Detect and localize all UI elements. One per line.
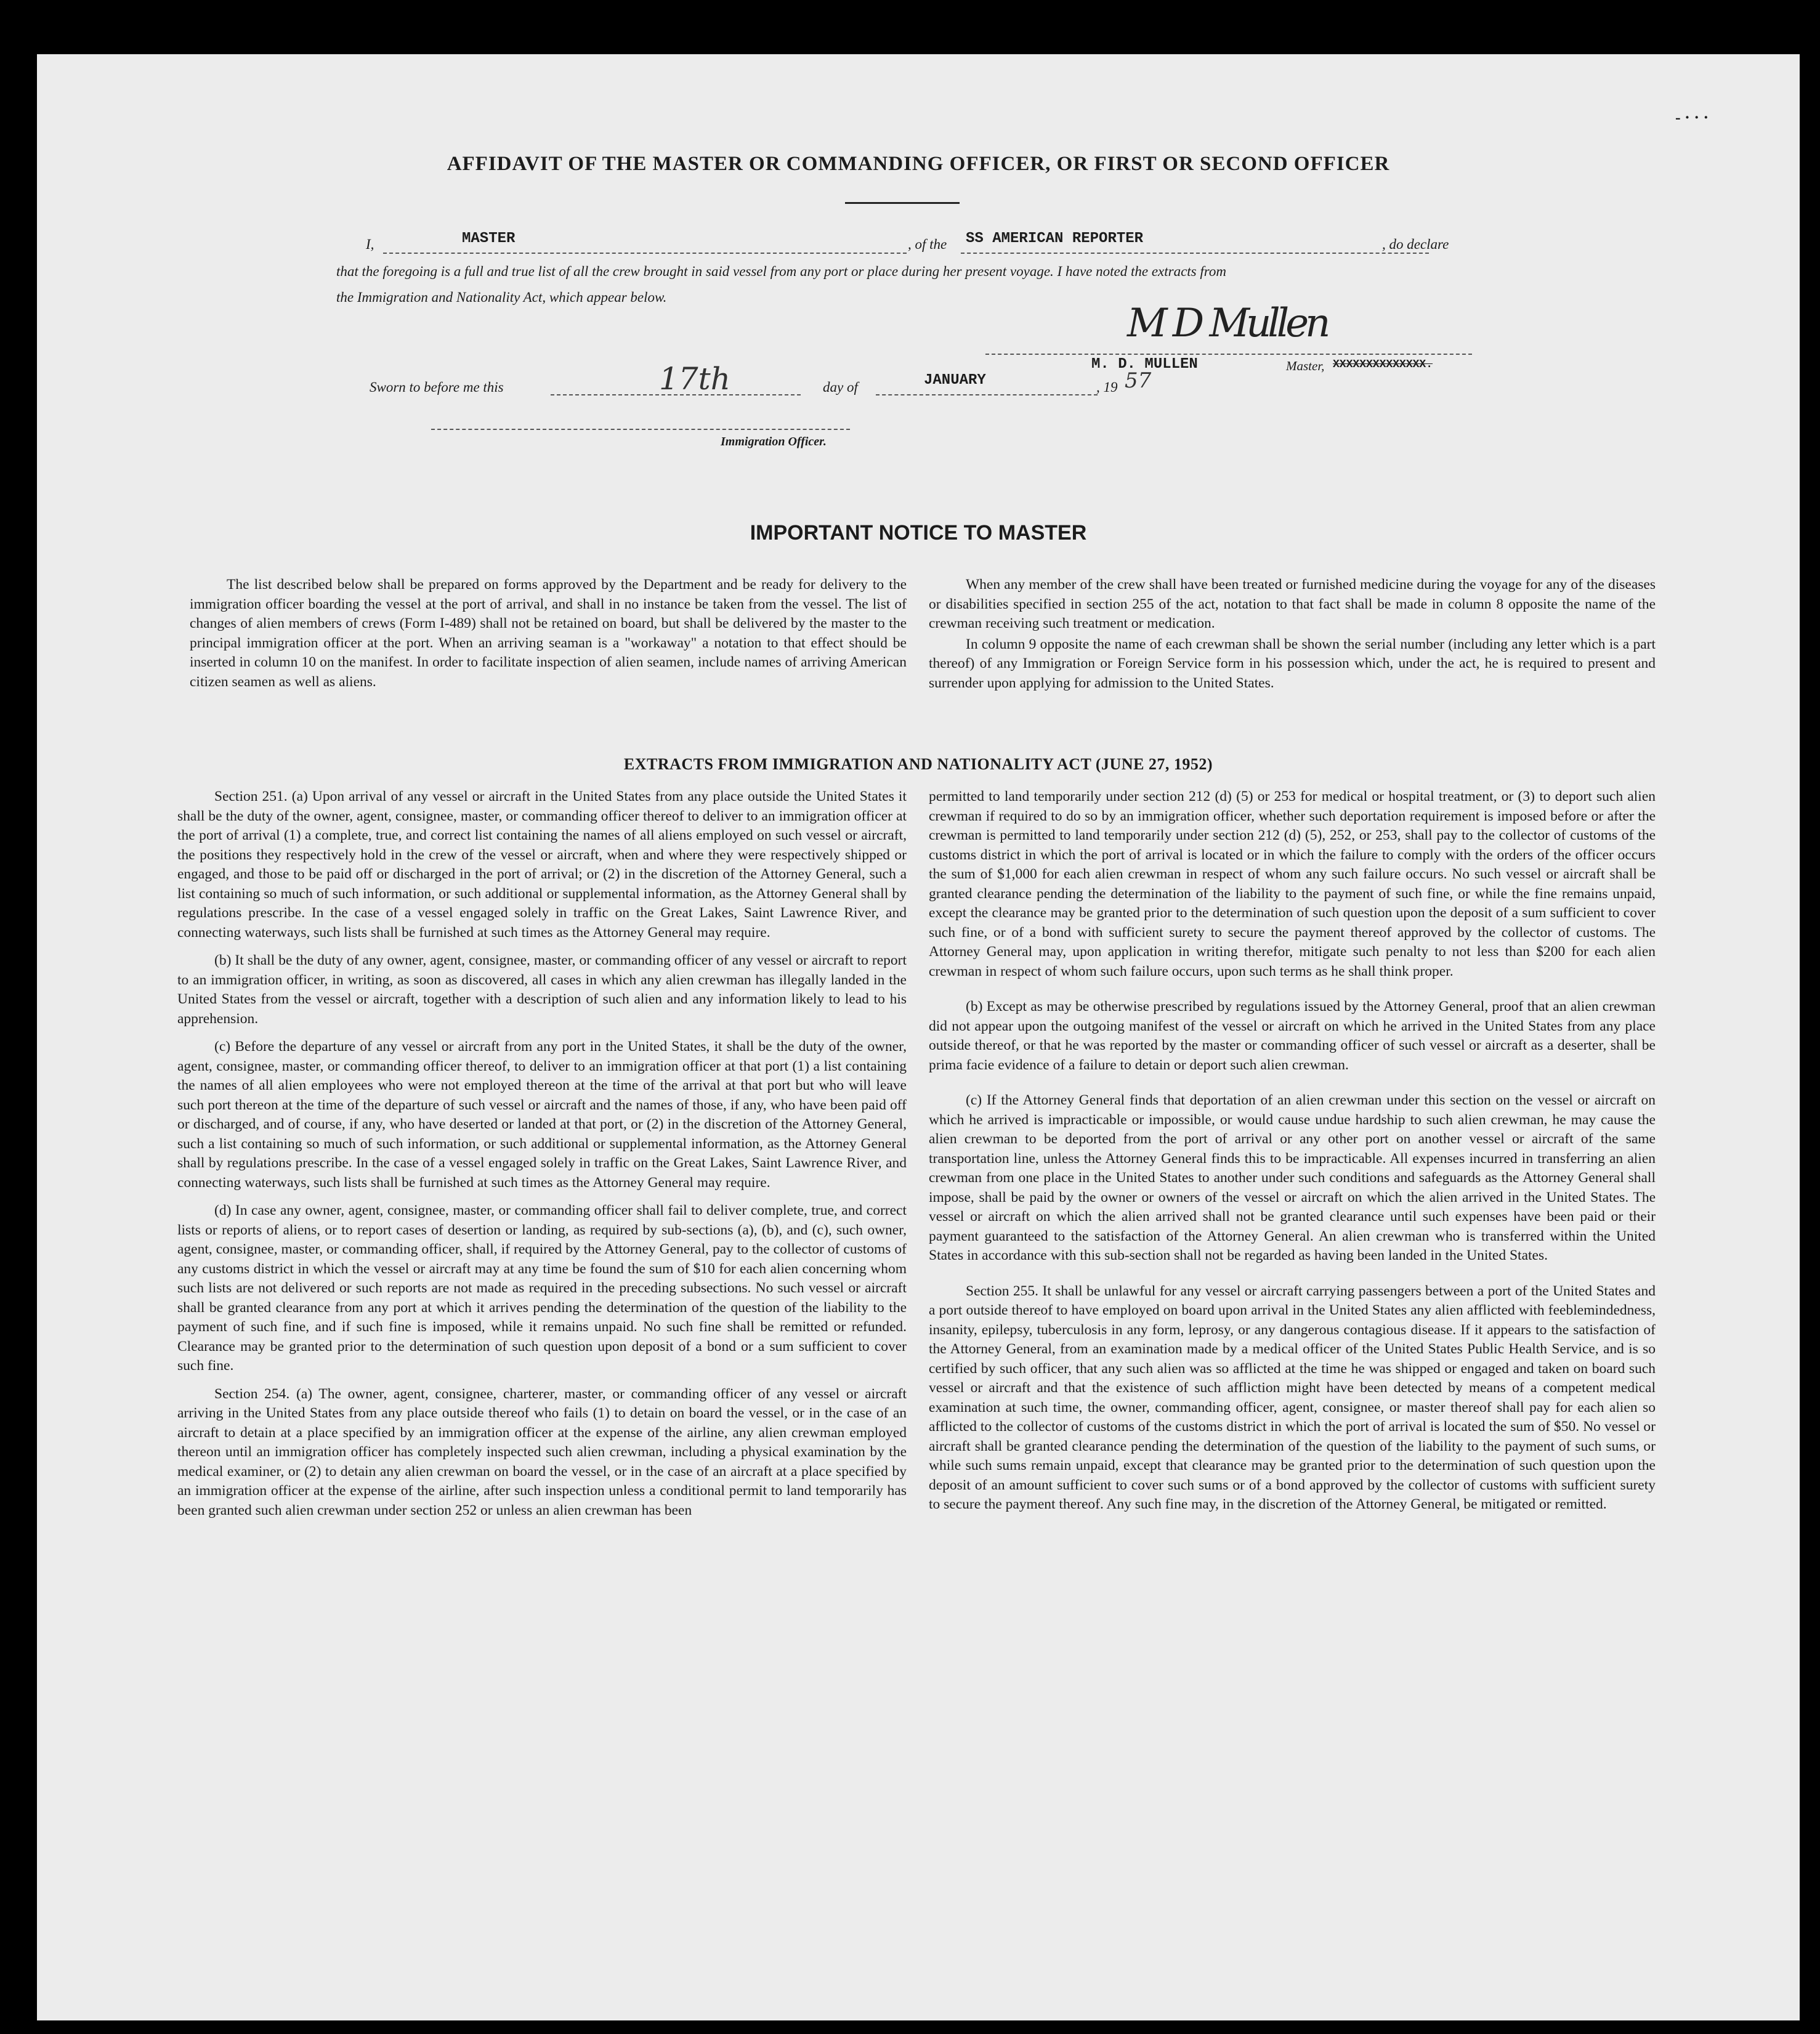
notice-right-column [929, 575, 1656, 702]
notice-right-paragraph-2: In column 9 opposite the name of each crewman shall be shown the serial number (including any letter which is a part thereof) of any Immigration or Foreign Service form in his possession which, under the act, he is required to present and surrender upon applying for admission to the United States. [929, 636, 1656, 691]
declaration-prefix: I, [366, 237, 374, 252]
month-field-line [876, 394, 1098, 395]
extract-section-254-a: Section 254. (a) The owner, agent, consignee, charterer, master, or commanding officer of any vessel or aircraft arriving in the United States from any place outside thereof who fails (1) to detain on board the vessel, or in the case of an aircraft to detain at a place specified by an immigration officer at the expense of the airline, any alien crewman employed thereon until an immigration officer has completely inspected such alien crewman, including a physical examination by the medical examiner, or (2) to detain any alien crewman on board the vessel, or in the case of an aircraft at a place specified by an immigration officer at the expense of the airline, after such inspection unless a conditional permit to land temporarily has been granted such alien crewman under section 252 or unless an alien crewman has been [177, 1385, 907, 1518]
extract-section-251-b: (b) It shall be the duty of any owner, agent, consignee, master, or commanding officer of any vessel or aircraft to report to an immigration officer, in writing, as soon as discovered, all cases in which any alien crewman has illegally landed in the United States from the vessel or aircraft, together with a description of such alien and any information likely to lead to his apprehension. [177, 952, 907, 1027]
document-page [37, 54, 1800, 2020]
extracts-right-column [929, 787, 1656, 1523]
title-underline [845, 202, 960, 204]
master-signature: M D Mullen [1127, 301, 1327, 346]
notice-heading: IMPORTANT NOTICE TO MASTER [750, 521, 1087, 545]
notice-left-column [190, 575, 907, 700]
month-value: JANUARY [924, 372, 986, 389]
printed-name: M. D. MULLEN [1091, 356, 1198, 373]
extract-section-254-b: (b) Except as may be otherwise prescribed by regulations issued by the Attorney General, proof that an alien crewman did not appear upon the outgoing manifest of the vessel or aircraft on which he arrived in the United States from any place outside thereof, or that he was reported by the master or commanding officer of such vessel or aircraft as a deserter, shall be prima facie evidence of a failure to detain or deport such alien crewman. [929, 999, 1656, 1073]
rank-value: MASTER [462, 230, 516, 247]
extract-section-255: Section 255. It shall be unlawful for any vessel or aircraft carrying passengers between a port of the United States and a port outside thereof to have employed on board upon arrival in the United States any alien afflicted with feeblemindedness, insanity, epilepsy, tuberculosis in any form, leprosy, or any dangerous contagious disease. If it appears to the satisfaction of the Attorney General, from an examination made by a medical officer of the United States Public Health Service, and is so certified by such officer, that any such alien was so afflicted at the time he was shipped or engaged and taken on board such vessel or aircraft and that the existence of such affliction might have been detected by means of a competent medical examination at such time, the owner, commanding officer, agent, consignee, or master thereof shall pay for each alien so afflicted to the collector of customs of the customs district in which the port of arrival is located the sum of $50. No vessel or aircraft shall be granted clearance pending the determination of the question of the liability to the payment of such sums, or while such sums remain unpaid, except that clearance may be granted prior to the determination of such question upon the deposit of an amount sufficient to cover such sums or of a bond approved by the collector of customs with sufficient surety to secure the payment thereof. Any such fine may, in the discretion of the Attorney General, be mitigated or remitted. [929, 1282, 1656, 1512]
declaration-line-2: that the foregoing is a full and true list of all the crew brought in said vessel from any port or place during her present voyage. I have noted the extracts from [336, 264, 1226, 279]
signature-line [985, 354, 1472, 355]
day-of-label: day of [823, 379, 858, 395]
notice-right-paragraph-1: When any member of the crew shall have been treated or furnished medicine during the voyage for any of the diseases or disabilities specified in section 255 of the act, notation to that fact shall be made in column 8 opposite the name of the crewman receiving such treatment or medication. [929, 577, 1656, 631]
sworn-prefix: Sworn to before me this [370, 379, 504, 395]
vessel-field-line [961, 253, 1429, 254]
day-value: 17th [659, 361, 730, 397]
extracts-heading: EXTRACTS FROM IMMIGRATION AND NATIONALITY ACT (JUNE 27, 1952) [623, 755, 1213, 773]
corner-mark: - · · · [1675, 108, 1709, 126]
form-title: AFFIDAVIT OF THE MASTER OR COMMANDING OFFICER, OR FIRST OR SECOND OFFICER [447, 153, 1390, 175]
notice-left-paragraph: The list described below shall be prepared on forms approved by the Department and be ready for delivery to the immigration officer boarding the vessel at the port of arrival, and shall in no instance be taken from the vessel. The list of changes of alien members of crews (Form I-489) shall not be retained on board, but shall be delivered by the master to the principal immigration officer at the port. When an arriving seaman is a "workaway" a notation to that effect should be inserted in column 10 on the manifest. In order to facilitate inspection of alien seamen, include names of arriving American citizen seamen as well as aliens. [190, 577, 907, 690]
extract-section-254-c: (c) If the Attorney General finds that deportation of an alien crewman under this section on the vessel or aircraft on which he arrived is impracticable or impossible, or would cause undue hardship to such alien crewman, he may cause the alien crewman to be deported from the port of arrival or any other port on another vessel or aircraft of the same transportation line, unless the Attorney General finds this to be impracticable. All expenses incurred in transferring an alien crewman from one place in the United States to another under such conditions and safeguards as the Attorney General shall impose, shall be paid by the owner or owners of the vessel or aircraft on which the alien arrived in the United States. The vessel or aircraft on which the alien arrived shall not be granted clearance until such expenses have been paid or their payment guaranteed to the satisfaction of the Attorney General. An alien crewman who is transferred within the United States in accordance with this sub-section shall not be regarded as having been landed in the United States. [929, 1092, 1656, 1263]
vessel-value: SS AMERICAN REPORTER [966, 230, 1144, 247]
extract-section-251-c: (c) Before the departure of any vessel or aircraft from any port in the United States, it shall be the duty of the owner, agent, consignee, master, or commanding officer thereof, to deliver to an immigration officer at that port (1) a list containing the names of all alien employees who were not employed thereon at the time of the arrival at that port but who will leave such port thereon at the time of the departure of such vessel or aircraft and the names of those, if any, who have been paid off or discharged, and of course, if any, who have deserted or landed at that port, or (2) in the discretion of the Attorney General, such a list containing so much of such information, or such additional or supplemental information, as the Attorney General shall by regulations prescribe. In the case of a vessel engaged solely in traffic on the Great Lakes, Saint Lawrence River, and connecting waterways, such lists shall be furnished at such times as the Attorney General may require. [177, 1039, 907, 1191]
master-title-caption: Master, [1286, 359, 1325, 373]
year-value: 57 [1125, 368, 1152, 393]
rank-field-line [383, 253, 907, 254]
do-declare-label: , do declare [1382, 237, 1449, 252]
struck-title: XXXXXXXXXXXXXX. [1333, 359, 1433, 371]
extract-section-254-a-cont: permitted to land temporarily under section 212 (d) (5) or 253 for medical or hospital treatment, or (3) to deport such alien crewman if required to do so by an immigration officer, whether such deportation requirement is imposed before or after the crewman is permitted to land temporarily under section 212 (d) (5), 252, or 253, shall pay to the collector of customs of the customs district in which the port of arrival is located or in which the failure to comply with the orders of the officer occurs the sum of $1,000 for each alien crewman in respect of whom any such failure occurs. No such vessel or aircraft shall be granted clearance pending the determination of the liability to the payment of such fine, or while the fine remains unpaid, except the clearance may be granted prior to the determination of such question upon the deposit of a sum sufficient to cover such fine, or of a bond with sufficient surety to secure the payment thereof approved by the collector of customs. The Attorney General may, upon application in writing therefor, mitigate such penalty to not less than $200 for each alien crewman in respect of whom such failure occurs, upon such terms as he shall think proper. [929, 788, 1656, 979]
of-the-label: , of the [908, 237, 947, 252]
year-prefix: , 19 [1096, 379, 1118, 395]
extract-section-251-d: (d) In case any owner, agent, consignee, master, or commanding officer shall fail to deliver complete, true, and correct lists or reports of aliens, or to report cases of desertion or landing, as required by sub-sections (a), (b), and (c), such owner, agent, consignee, master, or commanding officer, shall, if required by the Attorney General, pay to the collector of customs of any customs district in which the vessel or aircraft may at any time be found the sum of $10 for each alien concerning whom such lists are not delivered or such reports are not made as required in the preceding subsections. No such vessel or aircraft shall be granted clearance from any port at which it arrives pending the determination of the question of the liability to the payment of such fine, and if such fine is imposed, while it remains unpaid. No such fine shall be remitted or refunded. Clearance may be granted prior to the determination of such question upon deposit of a bond or a sum sufficient to cover such fine. [177, 1202, 907, 1374]
officer-caption: Immigration Officer. [721, 435, 827, 448]
extracts-left-column [177, 787, 907, 1529]
officer-signature-line [431, 429, 850, 430]
declaration-line-3: the Immigration and Nationality Act, which appear below. [336, 290, 667, 305]
extract-section-251-a: Section 251. (a) Upon arrival of any vessel or aircraft in the United States from any place outside the United States it shall be the duty of the owner, agent, consignee, master, or commanding officer thereof to deliver to an immigration officer at the port of arrival (1) a complete, true, and correct list containing the names of all aliens employed on such vessel or aircraft, the positions they respectively hold in the crew of the vessel or aircraft, when and where they were respectively shipped or engaged, and those to be paid off or discharged in the port of arrival; or (2) in the discretion of the Attorney General, such a list containing so much of such information, or such additional or supplemental information, as the Attorney General shall by regulations prescribe. In the case of a vessel engaged solely in traffic on the Great Lakes, Saint Lawrence River, and connecting waterways, such lists shall be furnished at such times as the Attorney General may require. [177, 788, 907, 941]
